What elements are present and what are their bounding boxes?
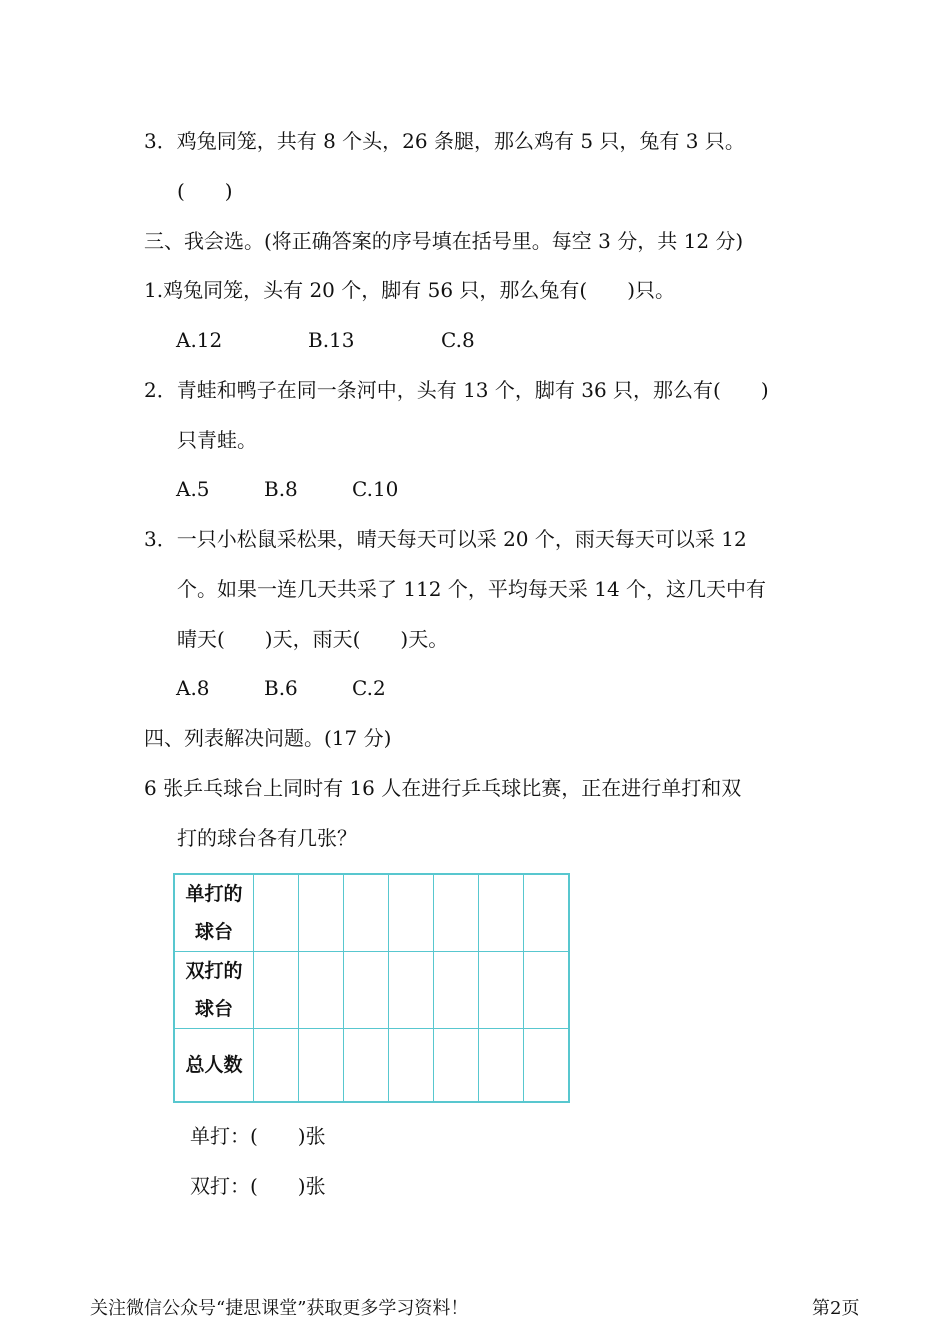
table-cell[interactable] bbox=[389, 952, 434, 1029]
table-cell[interactable] bbox=[299, 1029, 344, 1103]
table-cell[interactable] bbox=[344, 874, 389, 952]
table-cell[interactable] bbox=[254, 874, 299, 952]
mc-question-2-cont: 只青蛙。 bbox=[177, 428, 257, 452]
section-4-title: 四、列表解决问题。(17 分) bbox=[144, 726, 392, 750]
word-problem-cont: 打的球台各有几张？ bbox=[177, 826, 357, 850]
mc-question-2: 2．青蛙和鸭子在同一条河中，头有 13 个，脚有 36 只，那么有( ) bbox=[144, 378, 769, 402]
table-cell[interactable] bbox=[524, 952, 570, 1029]
table-cell[interactable] bbox=[344, 1029, 389, 1103]
mc-question-1: 1.鸡兔同笼，头有 20 个，脚有 56 只，那么兔有( )只。 bbox=[144, 278, 676, 302]
doubles-answer: 双打：( )张 bbox=[190, 1174, 326, 1198]
table-cell[interactable] bbox=[524, 1029, 570, 1103]
section-3-title: 三、我会选。(将正确答案的序号填在括号里。每空 3 分，共 12 分) bbox=[144, 229, 744, 253]
singles-answer: 单打：( )张 bbox=[190, 1124, 326, 1148]
row-label: 总人数 bbox=[174, 1029, 254, 1103]
option-c: C.2 bbox=[352, 676, 386, 700]
mc-question-3: 3．一只小松鼠采松果，晴天每天可以采 20 个，雨天每天可以采 12 bbox=[144, 527, 747, 551]
option-b: B.6 bbox=[264, 676, 298, 700]
option-c: C.10 bbox=[352, 477, 399, 501]
option-c: C.8 bbox=[441, 328, 475, 352]
table-cell[interactable] bbox=[299, 952, 344, 1029]
table-row bbox=[174, 1029, 569, 1103]
table-cell[interactable] bbox=[254, 1029, 299, 1103]
table-cell[interactable] bbox=[434, 874, 479, 952]
mc-question-3-cont: 个。如果一连几天共采了 112 个，平均每天采 14 个，这几天中有 bbox=[177, 577, 767, 601]
table-cell[interactable] bbox=[479, 874, 524, 952]
table-cell[interactable] bbox=[479, 952, 524, 1029]
judge-question-3: 3．鸡兔同笼，共有 8 个头，26 条腿，那么鸡有 5 只，兔有 3 只。 bbox=[144, 129, 745, 153]
table-cell[interactable] bbox=[479, 1029, 524, 1103]
table-row bbox=[174, 952, 569, 1029]
table-cell[interactable] bbox=[434, 1029, 479, 1103]
row-label: 双打的 球台 bbox=[174, 952, 254, 1029]
table-cell[interactable] bbox=[344, 952, 389, 1029]
option-b: B.8 bbox=[264, 477, 298, 501]
table-row bbox=[174, 874, 569, 952]
option-a: A.8 bbox=[176, 676, 210, 700]
page-number: 第2页 bbox=[812, 1298, 860, 1319]
answer-table bbox=[173, 873, 570, 1103]
table-cell[interactable] bbox=[434, 952, 479, 1029]
option-b: B.13 bbox=[308, 328, 355, 352]
table-cell[interactable] bbox=[389, 874, 434, 952]
table-cell[interactable] bbox=[524, 874, 570, 952]
answer-blank: ( ) bbox=[177, 179, 233, 203]
table-cell[interactable] bbox=[389, 1029, 434, 1103]
row-label: 单打的 球台 bbox=[174, 874, 254, 952]
table-cell[interactable] bbox=[299, 874, 344, 952]
word-problem: 6 张乒乓球台上同时有 16 人在进行乒乓球比赛，正在进行单打和双 bbox=[144, 776, 742, 800]
footer-note: 关注微信公众号“捷思课堂”获取更多学习资料！ bbox=[90, 1298, 469, 1319]
mc-question-3-cont: 晴天( )天，雨天( )天。 bbox=[177, 627, 449, 651]
table-cell[interactable] bbox=[254, 952, 299, 1029]
option-a: A.5 bbox=[176, 477, 210, 501]
option-a: A.12 bbox=[176, 328, 223, 352]
